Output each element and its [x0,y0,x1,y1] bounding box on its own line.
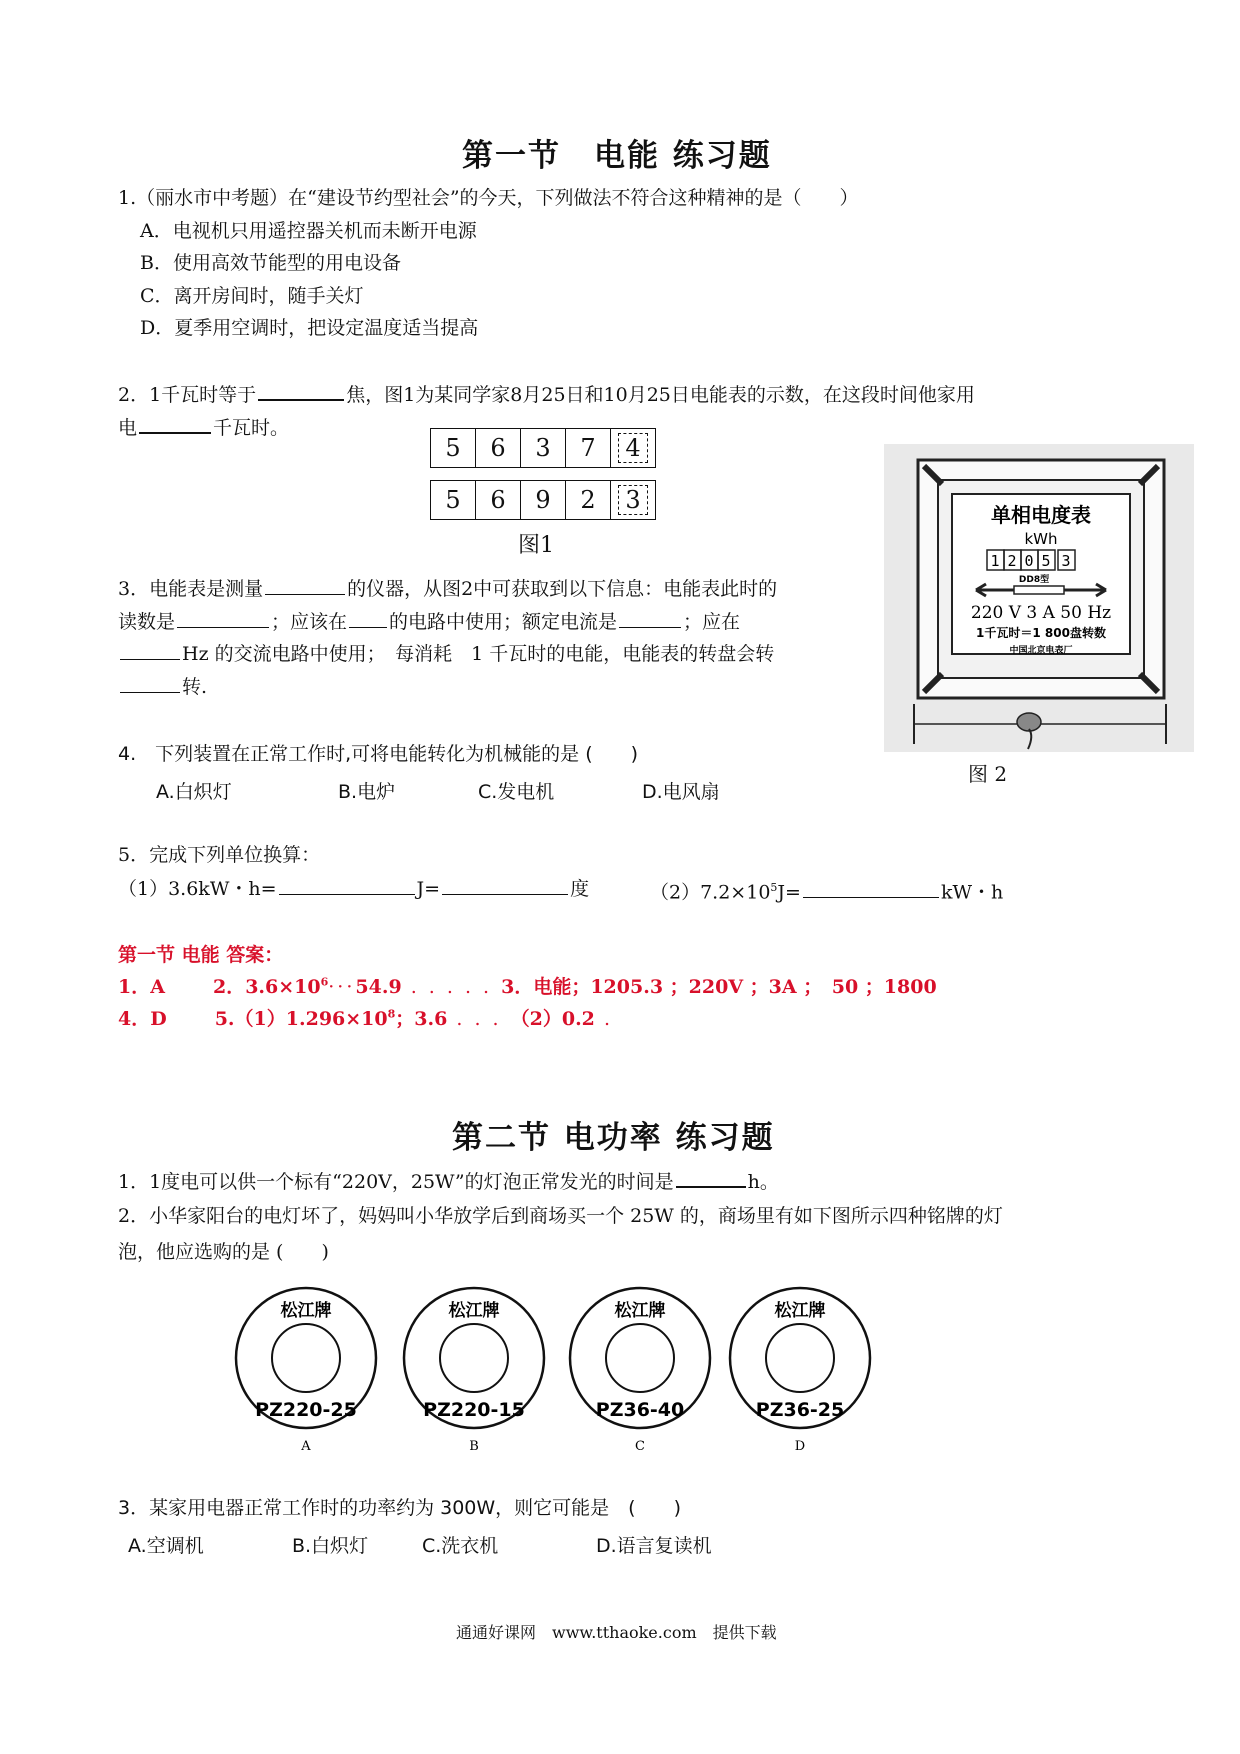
bulb-label: PZ36-40 [595,1399,685,1421]
section2-title: 第二节 电功率 练习题 [452,1120,775,1156]
q2-blank-2[interactable] [139,414,211,434]
fig2-unit: kWh [1024,530,1058,548]
s2-q2-line2: 泡，他应选购的是 ( ) [118,1241,329,1263]
q2-line2 [118,414,289,440]
bulb-letter: C [635,1439,645,1454]
s2-q1-unit: h。 [747,1171,779,1193]
q5-text: kW・h [940,881,1004,904]
q4-option-c: C.发电机 [478,781,555,803]
fig1-digit: 3 [521,429,566,467]
answer-5-c: （2）0.2 [510,1008,595,1030]
fig2-maker: 中国北京电表厂 [1009,646,1073,656]
q3-text: ；应该在 [271,611,348,633]
fig1-digit: 6 [476,481,521,519]
fig2-digit: 2 [1007,552,1017,570]
fig2-meter-title: 单相电度表 [991,503,1091,527]
q3-blank-4[interactable] [619,609,681,628]
answers-line1: 1．A 2．$3.6\times 10^6\cdot\cdot\cdot 54.9$ . . . . . 3．电能；1205.3 ；220V ；3A ； 50 ；1800 [118,975,937,998]
q3-line4 [118,674,207,699]
s2-q3-option-a: A.空调机 [128,1535,204,1557]
s2-q1-text: 1．1度电可以供一个标有“220V，25W”的灯泡正常发光的时间是 [118,1171,674,1193]
fig1-decimal-digit: 3 [611,481,655,519]
bulb-brand: 松江牌 [774,1301,826,1321]
answer-5: 5.（1）1.296×10 [214,1008,388,1030]
q2-text-a: 2．1千瓦时等于 [118,384,257,406]
q4-option-d: D.电风扇 [642,781,720,803]
bulb-a [236,1288,376,1454]
bulb-label: PZ220-25 [255,1399,357,1421]
s2-q1-blank[interactable] [676,1168,746,1188]
bulb-label: PZ36-25 [755,1399,845,1421]
q5-text: （2）7.2×10 [650,881,771,904]
bulb-letter: D [794,1439,806,1454]
bulb-c [570,1288,710,1454]
bulb-d [730,1288,870,1454]
q3-blank-5[interactable] [120,641,180,660]
q2-blank-1[interactable] [258,381,344,401]
q1-option-d: D．夏季用空调时，把设定温度适当提高 [140,317,479,339]
s2-q3-option-d: D.语言复读机 [596,1535,712,1557]
s2-q1 [118,1168,779,1194]
q5-part1 [118,876,589,901]
q5-blank-1[interactable] [279,876,415,895]
q2-text-d: 千瓦时。 [213,417,290,439]
q1-stem: 1.（丽水市中考题）在“建设节约型社会”的今天，下列做法不符合这种精神的是（ ） [118,187,859,209]
answer-2-b: 54.9 [355,976,402,998]
q5-text: J= [416,878,441,900]
answer-4: 4．D [118,1008,167,1030]
fig1-digit: 7 [566,429,611,467]
q5-stem: 5．完成下列单位换算： [118,844,321,866]
section1-title: 第一节 电能 练习题 [462,138,772,174]
q3-blank-6[interactable] [120,674,180,693]
fig1-caption: 图1 [518,533,554,558]
q3-text: 的电路中使用；额定电流是 [389,611,618,633]
fig1-digit: 6 [476,429,521,467]
q5-part2 [650,876,1003,904]
fig2-caption: 图 2 [968,762,1008,786]
s2-q3-stem: 3．某家用电器正常工作时的功率约为 300W，则它可能是 ( ) [118,1497,682,1519]
q5-text: J= [777,881,801,904]
fig2-digit: 5 [1041,552,1051,570]
q1-option-c: C．离开房间时，随手关灯 [140,285,364,307]
q3-blank-3[interactable] [349,609,387,628]
answers-line2: 4．D $5.(1)1.296\times 10^8$；3.6 . . . （2）0.2 . [118,1007,613,1030]
bulb-brand: 松江牌 [280,1301,332,1321]
q2-text-b: 焦，图1为某同学家8月25日和10月25日电能表的示数，在这段时间他家用 [346,384,975,406]
q3-text: 读数是 [118,611,176,633]
q2-line1 [118,381,975,407]
s2-q2-line1: 2．小华家阳台的电灯坏了，妈妈叫小华放学后到商场买一个 25W 的，商场里有如下图所示四种铭牌的灯 [118,1205,1003,1227]
q5-text: 度 [570,878,590,900]
fig1-row1 [430,428,656,468]
answers-heading: 第一节 电能 答案： [118,944,284,966]
bulb-nameplates [234,1286,874,1456]
fig2-rating: 220 V 3 A 50 Hz [970,603,1112,623]
fig1-digit: 9 [521,481,566,519]
answer-3: 3．电能；1205.3 ；220V ；3A ； 50 ；1800 [501,976,937,998]
q4-option-a: A.白炽灯 [156,781,232,803]
answer-5-b: ；3.6 [395,1008,448,1030]
answer-1: 1．A [118,976,165,998]
s2-q3-option-c: C.洗衣机 [422,1535,499,1557]
bulb-brand: 松江牌 [614,1301,666,1321]
fig2-meter-image [884,444,1194,752]
q3-line1 [118,576,777,601]
q2-text-c: 电 [118,417,138,439]
fig1-digit: 5 [431,481,476,519]
q3-line2 [118,609,740,634]
fig2-digit: 1 [990,552,1000,570]
q3-text: 的仪器，从图2中可获取到以下信息：电能表此时的 [347,578,778,600]
q3-blank-2[interactable] [177,609,269,628]
page-footer: 通通好课网 www.tthaoke.com 提供下载 [456,1623,777,1642]
fig2-model: DD8型 [1018,575,1050,585]
q3-text: 转. [182,676,208,698]
q4-stem: 4. 下列装置在正常工作时,可将电能转化为机械能的是 ( ) [118,743,639,765]
fig1-digit: 5 [431,429,476,467]
q5-blank-3[interactable] [803,879,939,898]
bulb-letter: B [469,1439,479,1454]
q4-option-b: B.电炉 [338,781,396,803]
q3-text: Hz 的交流电路中使用； 每消耗 1 千瓦时的电能，电能表的转盘会转 [182,643,775,665]
answer-2-exponent: 6 [320,975,329,989]
q5-text: （1）3.6kW・h= [118,878,277,900]
bulb-label: PZ220-15 [423,1399,525,1421]
answer-5-exponent: 8 [387,1007,396,1021]
fig1-row2 [430,480,656,520]
fig2-digit: 0 [1024,552,1034,570]
bulb-b [404,1288,544,1454]
q3-text: 3．电能表是测量 [118,578,264,600]
q5-exponent: 5 [770,881,778,894]
s2-q3-option-b: B.白炽灯 [292,1535,369,1557]
answer-2: 2．3.6×10 [212,976,321,998]
q5-blank-2[interactable] [442,876,568,895]
fig1-decimal-digit: 4 [611,429,655,467]
q3-text: ；应在 [683,611,741,633]
fig2-digit: 3 [1061,552,1071,570]
q1-option-a: A．电视机只用遥控器关机而未断开电源 [140,220,477,242]
q3-line3 [118,641,774,666]
q3-blank-1[interactable] [265,576,345,595]
q1-option-b: B．使用高效节能型的用电设备 [140,252,401,274]
fig2-spec: 1千瓦时＝1 800盘转数 [976,626,1106,640]
bulb-brand: 松江牌 [448,1301,500,1321]
bulb-letter: A [301,1439,311,1454]
fig1-digit: 2 [566,481,611,519]
